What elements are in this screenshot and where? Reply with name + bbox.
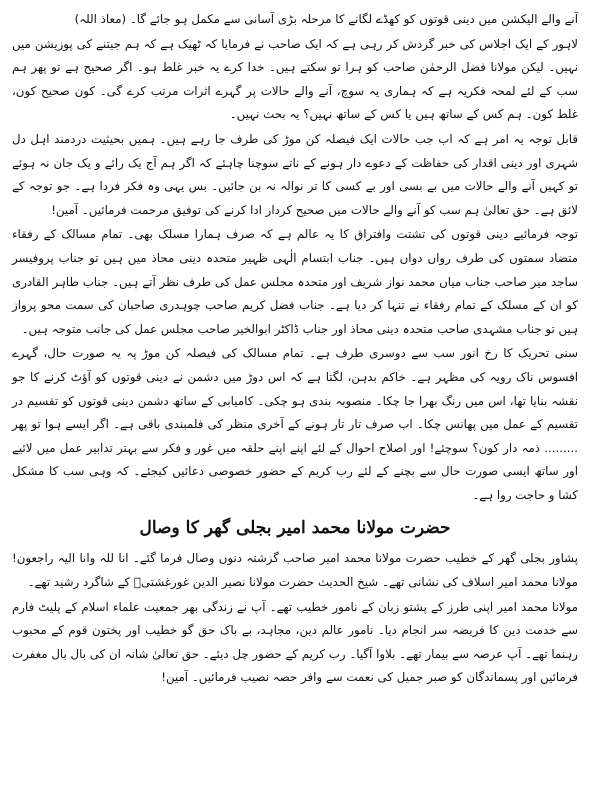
paragraph-election-intro: آنے والے الیکشن میں دینی قوتوں کو کھڈے لگانے کا مرحلہ بڑی آسانی سے مکمل ہو جائے گا۔ (معاذ اللہ) — [74, 12, 578, 26]
paragraph-lahore-meeting: لاہور کے ایک اجلاس کی خبر گردش کر رہی ہے کہ ایک صاحب نے فرمایا کہ ٹھیک ہے کہ ہم جیتنے کی پوزیشن میں نہیں۔ لیکن مولانا فضل الرحمٰن صاحب کو ہرا تو سکتے ہیں۔ خدا کرے یہ خبر غلط ہو۔ اگر صحیح ہے تو پھر ہم سب کے لئے لمحہ فکریہ ہے کہ ہماری یہ سوچ، آنے والے حالات پر گہرے اثرات مرتب کرے گی۔ کون صحیح کون، غلط کون۔ ہم کس کے ساتھ ہیں یا کس کے ساتھ نہیں؟ یہ بحث نہیں۔ — [12, 36, 578, 122]
paragraph-obituary-details: مولانا محمد امیر اپنی طرز کے پشتو زبان کے نامور خطیب تھے۔ آپ نے زندگی بھر جمعیت علماء اسلام کے پلیٹ فارم سے خدمت دین کا فریضہ سر انجام دیا۔ نامور عالم دین، مجاہد، بے باک حق گو خطیب اور پختون قوم کے محبوب رہنما تھے۔ آپ عرصہ سے بیمار تھے۔ بلاوا آگیا۔ رب کریم کے حضور چل دیئے۔ حق تعالیٰ شانہ ان کی بال بال مغفرت فرمائیں اور پسماندگان کو صبر جمیل کی نعمت سے وافر حصہ نصیب فرمائیں۔ آمین! — [12, 599, 578, 685]
paragraph-religious-forces-divided: توجہ فرمائیے دینی قوتوں کی تشتت وافتراق کا یہ عالم ہے کہ صرف ہمارا مسلک بھی۔ تمام مسالک کے رفقاء متضاد سمتوں کی طرف رواں دواں ہیں۔ جناب ابتسام الٰہی ظہیر متحدہ دینی محاذ میں ہیں تو جناب پروفیسر ساجد میر صاحب جناب میاں محمد نواز شریف اور متحدہ مجلس عمل کی طرف نظر آتے ہیں۔ جناب طاہر القادری کو ان کے مسلک کے تمام رفقاء نے تنہا کر دیا ہے۔ جناب فضل کریم صاحب چوہدری صاحبان کی سمت محو پرواز ہیں تو جناب مشہدی صاحب متحدہ دینی محاذ اور جناب ڈاکٹر ابوالخیر صاحب مجلس عمل کی جانب متوجہ ہیں۔ — [12, 227, 578, 336]
paragraph-sunni-movement: سنی تحریک کا رخ انور سب سے دوسری طرف ہے۔ تمام مسالک کی فیصلہ کن موڑ پہ یہ صورت حال، گہرے افسوس ناک رویہ کی مظہر ہے۔ خاکم بدہن، لگتا ہے کہ اس دوڑ میں دشمن نے دینی قوتوں کو آؤٹ کرنے کا جو نقشہ بنایا تھا، اس میں رنگ بھرا جا چکا۔ منصوبہ بندی ہو چکی۔ کامیابی کے ساتھ دشمن دینی قوتوں کو تقسیم در تقسیم کے عمل میں پھانس چکا۔ اب صرف تار تار ہونے کے آخری منظر کی فلمبندی باقی ہے۔ اگر ایسے ہوا تو پھر ......... ذمہ دار کون؟ سوچئے! اور اصلاح احوال کے لئے اپنے اپنے حلقہ میں غور و فکر سے بہتر تدابیر عمل میں لائیے اور ساتھ ایسی صورت حال سے بچنے کے لئے رب کریم کے حضور خصوصی دعائیں کیجئے۔ کہ وہی سب کا مشکل کشا و حاجت روا ہے۔ — [12, 346, 578, 502]
paragraph-decisive-turn: قابل توجہ یہ امر ہے کہ اب جب حالات ایک فیصلہ کن موڑ کی طرف جا رہے ہیں۔ ہمیں بحیثیت دردمند اہل دل شہری اور دینی اقدار کی حفاظت کے دعوے دار ہونے کے ناتے سوچنا چاہئے کہ اگر ہم آج یک رائے و یک جان نہ ہوئے تو کہیں آنے والے حالات میں بے بسی اور بے کسی کا تر نوالہ نہ بن جائیں۔ بس یہی وہ فکر فردا ہے۔ جو توجہ کے لائق ہے۔ حق تعالیٰ ہم سب کو آنے والے حالات میں صحیح کردار ادا کرنے کی توفیق مرحمت فرمائیں۔ آمین! — [12, 131, 578, 217]
paragraph-obituary-intro: پشاور بجلی گھر کے خطیب حضرت مولانا محمد امیر صاحب گزشتہ دنوں وصال فرما گئے۔ انا للہ وانا الیہ راجعون! مولانا محمد امیر اسلاف کی نشانی تھے۔ شیخ الحدیث حضرت مولانا نصیر الدین غورغشتیؒ کے شاگرد رشید تھے۔ — [12, 551, 578, 590]
section-heading: حضرت مولانا محمد امیر بجلی گھر کا وصال — [139, 518, 451, 539]
